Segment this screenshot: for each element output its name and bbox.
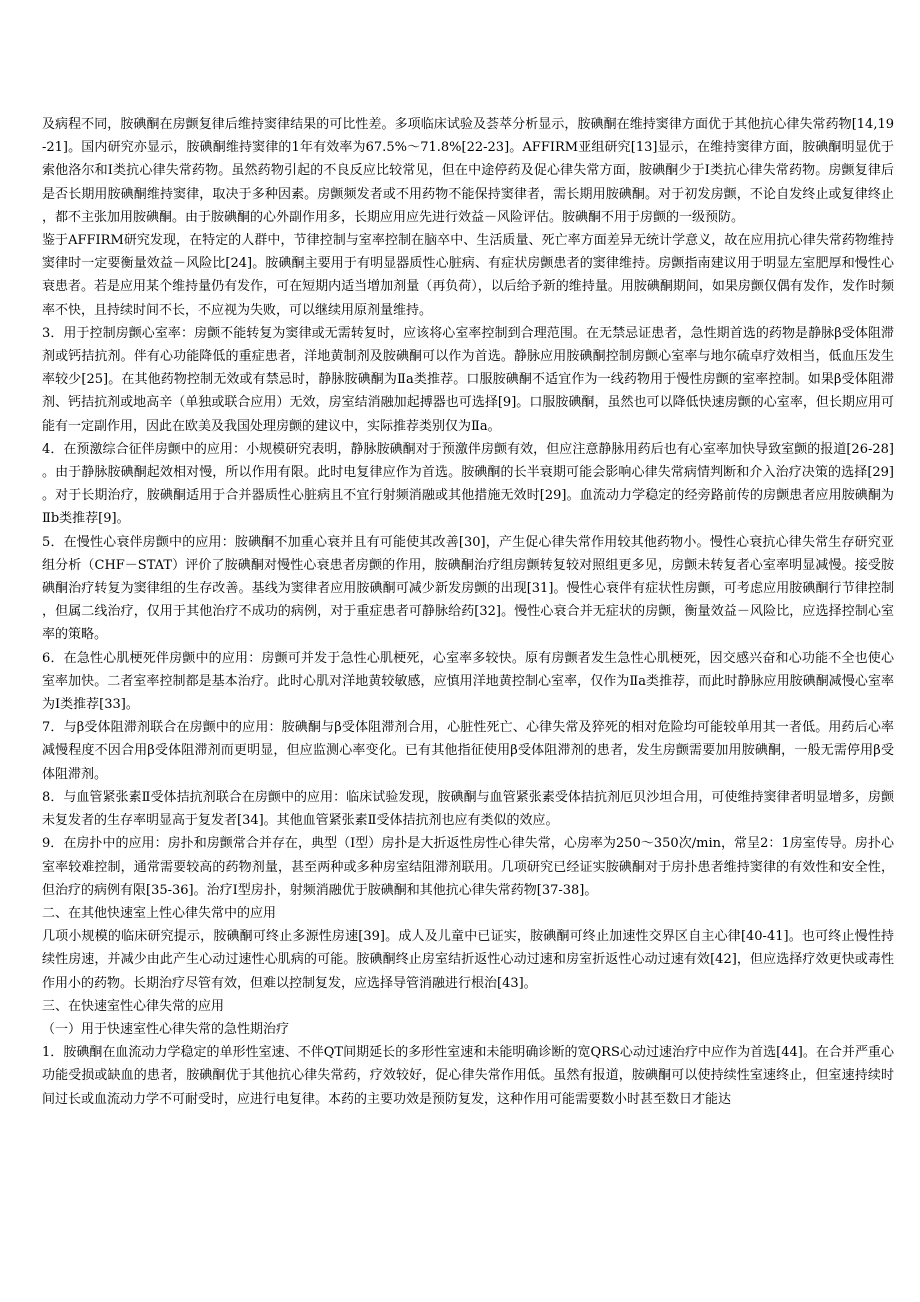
paragraph-amiodarone-maintenance: 及病程不同，胺碘酮在房颤复律后维持窦律结果的可比性差。多项临床试验及荟萃分析显示，胺碘酮在维持窦律方面优于其他抗心律失常药物[14,19-21]。国内研究亦显示，胺碘酮维持窦律的1年有效率为67.5%～71.8%[22-23]。AFFIRM亚组研究[13]显示，在维持窦律方面，胺碘酮明显优于索他洛尔和Ⅰ类抗心律失常药物。虽然药物引起的不良反应比较常见，但在中途停药及促心律失常方面，胺碘酮少于Ⅰ类抗心律失常药物。房颤复律后是否长期用胺碘酮维持窦律，取决于多种因素。房颤频发者或不用药物不能保持窦律者，需长期用胺碘酮。对于初发房颤，不论自发终止或复律终止，都不主张加用胺碘酮。由于胺碘酮的心外副作用多，长期应用应先进行效益－风险评估。胺碘酮不用于房颤的一级预防。: [42, 117, 894, 225]
paragraph-rate-control: 3．用于控制房颤心室率：房颤不能转复为窦律或无需转复时，应该将心室率控制到合理范围。在无禁忌证患者，急性期首选的药物是静脉β受体阻滞剂或钙拮抗剂。伴有心功能降低的重症患者，洋地黄制剂及胺碘酮可以作为首选。静脉应用胺碘酮控制房颤心室率与地尔硫卓疗效相当，低血压发生率较少[25]。在其他药物控制无效或有禁忌时，静脉胺碘酮为Ⅱa类推荐。口服胺碘酮不适宜作为一线药物用于慢性房颤的室率控制。如果β受体阻滞剂、钙拮抗剂或地高辛（单独或联合应用）无效，房室结消融加起搏器也可选择[9]。口服胺碘酮，虽然也可以降低快速房颤的心室率，但长期应用可能有一定副作用，因此在欧美及我国处理房颤的建议中，实际推荐类别仅为Ⅱa。: [42, 325, 894, 434]
paragraph-preexcitation: 4．在预激综合征伴房颤中的应用：小规模研究表明，静脉胺碘酮对于预激伴房颤有效，但应注意静脉用药后也有心室率加快导致室颤的报道[26-28]。由于静脉胺碘酮起效相对慢，所以作用有限。此时电复律应作为首选。胺碘酮的长半衰期可能会影响心律失常病情判断和介入治疗决策的选择[29]。对于长期治疗，胺碘酮适用于合并器质性心脏病且不宜行射频消融或其他措施无效时[29]。血流动力学稳定的经旁路前传的房颤患者应用胺碘酮为Ⅱb类推荐[9]。: [42, 441, 894, 527]
paragraph-heart-failure: 5．在慢性心衰伴房颤中的应用：胺碘酮不加重心衰并且有可能使其改善[30]，产生促心律失常作用较其他药物小。慢性心衰抗心律失常生存研究亚组分析（CHF－STAT）评价了胺碘酮对慢性心衰患者房颤的作用，胺碘酮治疗组房颤转复较对照组更多见，房颤未转复者心室率明显减慢。接受胺碘酮治疗转复为窦律组的生存改善。基线为窦律者应用胺碘酮可减少新发房颤的出现[31]。慢性心衰伴有症状性房颤，可考虑应用胺碘酮行节律控制，但属二线治疗，仅用于其他治疗不成功的病例，对于重症患者可静脉给药[32]。慢性心衰合并无症状的房颤，衡量效益－风险比，应选择控制心室率的策略。: [42, 534, 894, 643]
section-heading-ventricular: 三、在快速室性心律失常的应用: [42, 998, 225, 1014]
document-body: [42, 113, 894, 1111]
section-heading-supraventricular: 二、在其他快速室上性心律失常中的应用: [42, 905, 277, 921]
paragraph-myocardial-infarction: 6．在急性心肌梗死伴房颤中的应用：房颤可并发于急性心肌梗死，心室率多较快。原有房颤者发生急性心肌梗死，因交感兴奋和心功能不全也使心室率加快。二者室率控制都是基本治疗。此时心肌对洋地黄较敏感，应慎用洋地黄控制心室率，仅作为Ⅱa类推荐，而此时静脉应用胺碘酮减慢心室率为Ⅰ类推荐[33]。: [42, 650, 894, 713]
paragraph-affirm-risk-benefit: 鉴于AFFIRM研究发现，在特定的人群中，节律控制与室率控制在脑卒中、生活质量、死亡率方面差异无统计学意义，故在应用抗心律失常药物维持窦律时一定要衡量效益－风险比[24]。胺碘酮主要用于有明显器质性心脏病、有症状房颤患者的窦律维持。房颤指南建议用于明显左室肥厚和慢性心衰患者。若是应用某个维持量仍有发作，可在短期内适当增加剂量（再负荷），以后给予新的维持量。用胺碘酮期间，如果房颤仅偶有发作，发作时频率不快，且持续时间不长，不应视为失败，可以继续用原剂量维持。: [42, 233, 894, 318]
paragraph-ventricular-tachycardia: 1．胺碘酮在血流动力学稳定的单形性室速、不伴QT间期延长的多形性室速和未能明确诊断的宽QRS心动过速治疗中应作为首选[44]。在合并严重心功能受损或缺血的患者，胺碘酮优于其他抗心律失常药，疗效较好，促心律失常作用低。虽然有报道，胺碘酮可以使持续性室速终止，但室速持续时间过长或血流动力学不可耐受时，应进行电复律。本药的主要功效是预防复发，这种作用可能需要数小时甚至数日才能达: [42, 1045, 894, 1107]
subsection-heading-acute: （一）用于快速室性心律失常的急性期治疗: [42, 1021, 290, 1037]
paragraph-beta-blocker: 7．与β受体阻滞剂联合在房颤中的应用：胺碘酮与β受体阻滞剂合用，心脏性死亡、心律失常及猝死的相对危险均可能较单用其一者低。用药后心率减慢程度不因合用β受体阻滞剂而更明显，但应监测心率变化。已有其他指征使用β受体阻滞剂的患者，发生房颤需要加用胺碘酮，一般无需停用β受体阻滞剂。: [42, 720, 894, 782]
paragraph-supraventricular: 几项小规模的临床研究提示，胺碘酮可终止多源性房速[39]。成人及儿童中已证实，胺碘酮可终止加速性交界区自主心律[40-41]。也可终止慢性持续性房速，并减少由此产生心动过速性心肌病的可能。胺碘酮终止房室结折返性心动过速和房室折返性心动过速有效[42]，但应选择疗效更快或毒性作用小的药物。长期治疗尽管有效，但难以控制复发，应选择导管消融进行根治[43]。: [42, 929, 894, 991]
paragraph-arb: 8．与血管紧张素Ⅱ受体拮抗剂联合在房颤中的应用：临床试验发现，胺碘酮与血管紧张素受体拮抗剂厄贝沙坦合用，可使维持窦律者明显增多，房颤未复发者的生存率明显高于复发者[34]。其他血管紧张素Ⅱ受体拮抗剂也应有类似的效应。: [42, 789, 894, 829]
paragraph-atrial-flutter: 9．在房扑中的应用：房扑和房颤常合并存在，典型（Ⅰ型）房扑是大折返性房性心律失常，心房率为250～350次/min，常呈2：1房室传导。房扑心室率较难控制，通常需要较高的药物剂量，甚至两种或多种房室结阻滞剂联用。几项研究已经证实胺碘酮对于房扑患者维持窦律的有效性和安全性，但治疗的病例有限[35-36]。治疗Ⅰ型房扑，射频消融优于胺碘酮和其他抗心律失常药物[37-38]。: [42, 836, 894, 898]
